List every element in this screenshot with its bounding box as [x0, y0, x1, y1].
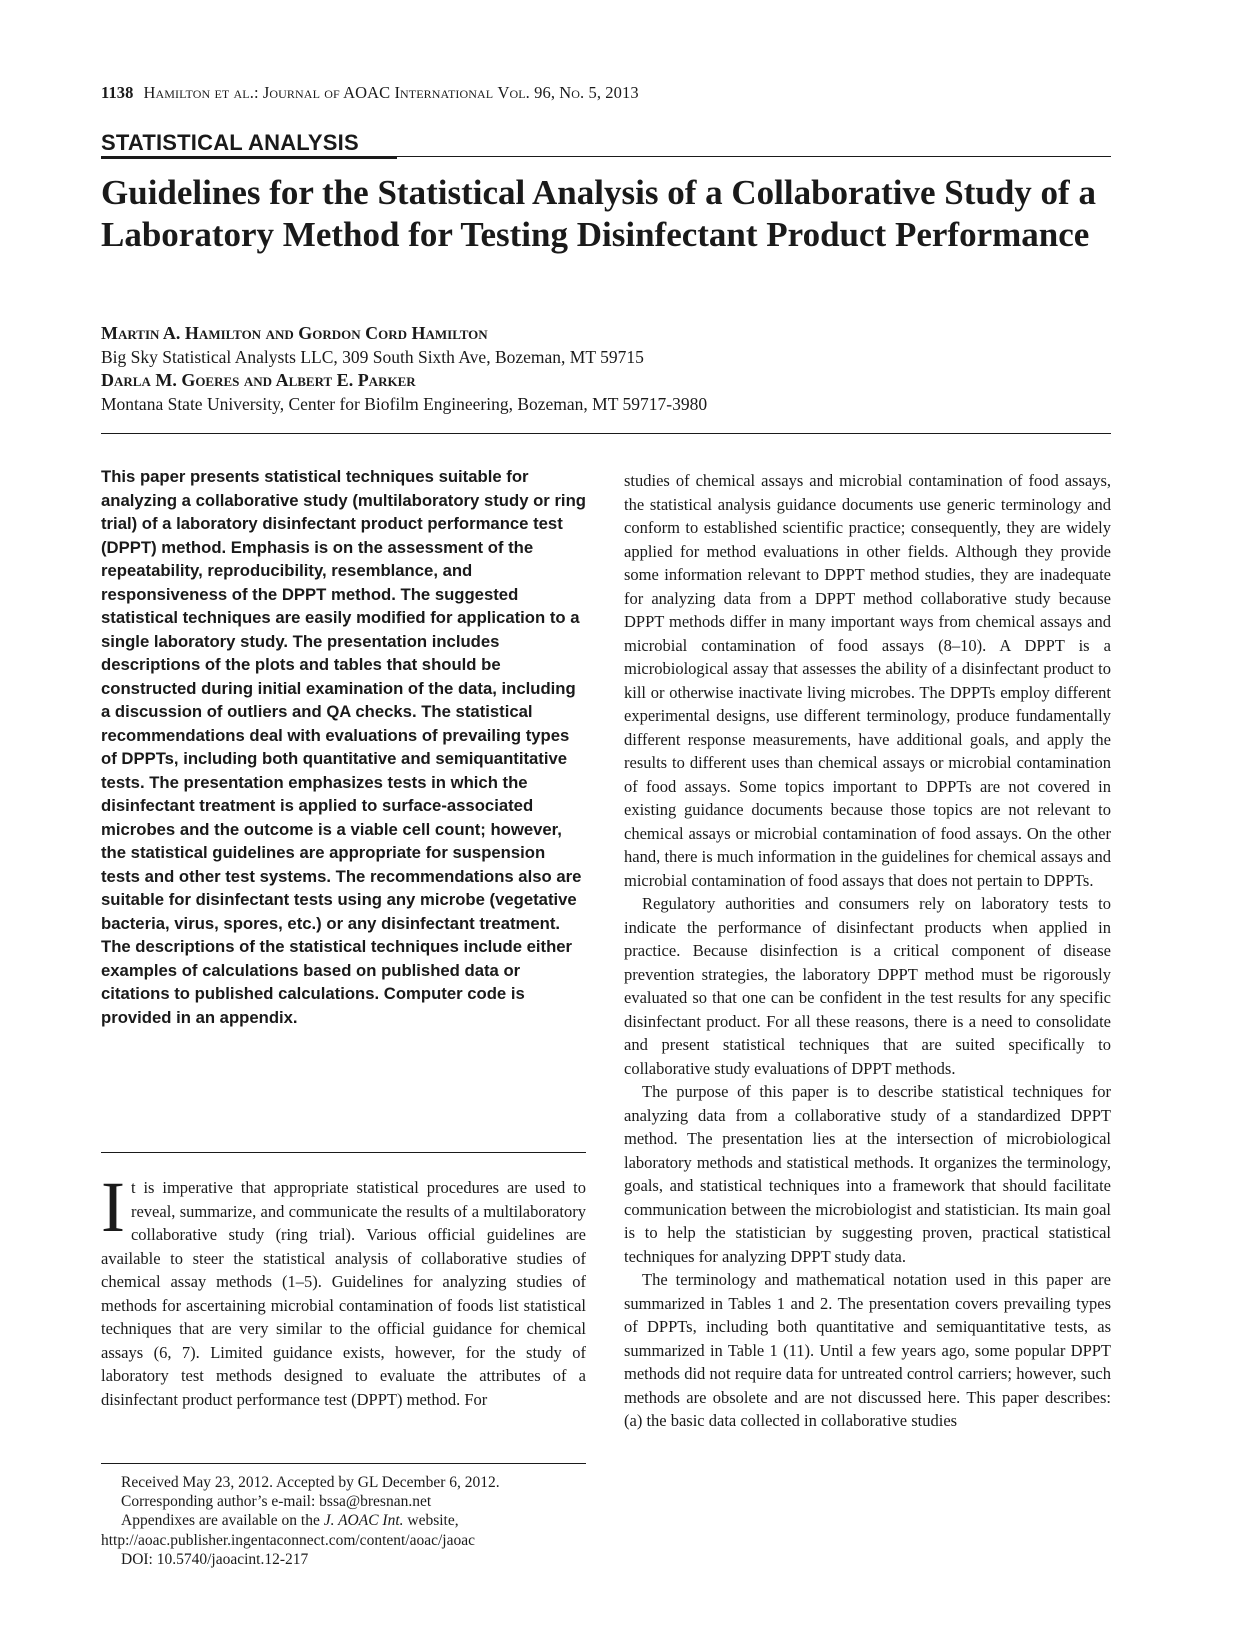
section-underline [101, 156, 397, 159]
header-divider [101, 433, 1111, 434]
section-label: STATISTICAL ANALYSIS [101, 130, 359, 155]
email-note: Corresponding author’s e-mail: bssa@bresnan.net [121, 1493, 432, 1511]
right-column [624, 469, 1111, 1433]
appendix-note [101, 1511, 586, 1549]
received-note: Received May 23, 2012. Accepted by GL December 6, 2012. [121, 1474, 500, 1491]
appendix-url: website, http://aoac.publisher.ingentaconnect.com/content/aoac/jaoac [101, 1512, 476, 1549]
body-paragraph: Regulatory authorities and consumers rely on laboratory tests to indicate the performance of disinfectant products when applied in practice. Because disinfection is a critical component of disease prevention strategies, the laboratory DPPT method must be rigorously evaluated so that one can be confident in the test results for any specific disinfectant product. For all these reasons, there is a need to consolidate and present statistical techniques that are suited specifically to collaborative study evaluations of DPPT methods. [624, 894, 1111, 1078]
footnote [101, 1473, 586, 1569]
page-number: 1138 [101, 83, 134, 102]
drop-cap: I [101, 1167, 125, 1247]
doi-note: DOI: 10.5740/jaoacint.12-217 [121, 1550, 309, 1568]
abstract-divider [101, 1152, 586, 1153]
running-header: 1138 Hamilton et al.: Journal of AOAC International Vol. 96, No. 5, 2013 [101, 83, 639, 102]
abstract: This paper presents statistical techniques suitable for analyzing a collaborative study (multilaboratory study or ring trial) of a laboratory disinfectant product performance test (DPPT) method. Emphasis is on the assessment of the repeatability, reproducibility, resemblance, and responsiveness of the DPPT method. The suggested statistical techniques are easily modified for application to a single laboratory study. The presentation includes descriptions of the plots and tables that should be constructed during initial examination of the data, including a discussion of outliers and QA checks. The statistical recommendations deal with evaluations of prevailing types of DPPTs, including both quantitative and semiquantitative tests. The presentation emphasizes tests in which the disinfectant treatment is applied to surface-associated microbes and the outcome is a viable cell count; however, the statistical guidelines are appropriate for suspension tests and other test systems. The recommendations also are suitable for disinfectant tests using any microbe (vegetative bacteria, virus, spores, etc.) or any disinfectant treatment. The descriptions of the statistical techniques include either examples of calculations based on published data or citations to published calculations. Computer code is provided in an appendix. [101, 467, 586, 1027]
header-volume: Vol. 96, No. 5, 2013 [497, 83, 639, 102]
header-authors: Hamilton et al. [143, 83, 254, 102]
appendix-prefix: Appendixes are available on the [121, 1512, 324, 1530]
author-affiliation: Montana State University, Center for Biofilm Engineering, Bozeman, MT 59717-3980 [101, 393, 708, 414]
body-paragraph: The terminology and mathematical notation used in this paper are summarized in Tables 1 and 2. The presentation covers prevailing types of DPPTs, including both quantitative and semiquantitative tests, as summarized in Table 1 (11). Until a few years ago, some popular DPPT methods did not require data for untreated control carriers; however, such methods are obsolete and are not discussed here. This paper describes: (a) the basic data collected in collaborative studies [624, 1270, 1111, 1430]
author-names: Martin A. Hamilton and Gordon Cord Hamilton [101, 323, 488, 343]
body-paragraph: studies of chemical assays and microbial contamination of food assays, the statistical analysis guidance documents use generic terminology and conform to established scientific practice; consequently, they are widely applied for method evaluations in other fields. Although they provide some information relevant to DPPT method studies, they are inadequate for analyzing data from a DPPT method collaborative study because DPPT methods differ in many important ways from chemical assays and microbial contamination of food assays (8–10). A DPPT is a microbiological assay that assesses the ability of a disinfectant product to kill or otherwise inactivate living microbes. The DPPTs employ different experimental designs, use different terminology, produce fundamentally different response measurements, have additional goals, and apply the results to different uses than chemical assays or microbial contamination of food assays. Some topics important to DPPTs are not covered in existing guidance documents because those topics are not relevant to chemical assays or microbial contamination of food assays. On the other hand, there is much information in the guidelines for chemical assays and microbial contamination of food assays that does not pertain to DPPTs. [624, 471, 1111, 890]
author-names: Darla M. Goeres and Albert E. Parker [101, 370, 416, 390]
intro-paragraph [101, 1167, 586, 1411]
footnote-divider [101, 1463, 586, 1464]
header-journal: Journal of AOAC International [262, 83, 494, 102]
paper-title: Guidelines for the Statistical Analysis of a Collaborative Study of a Laboratory Method for Testing Disinfectant Product Performance [101, 173, 1096, 254]
body-paragraph: The purpose of this paper is to describe statistical techniques for analyzing data from a collaborative study of a standardized DPPT method. The presentation lies at the intersection of microbiological laboratory methods and statistical methods. It organizes the terminology, goals, and statistical techniques into a framework that should facilitate communication between the microbiologist and statistician. Its main goal is to help the statistician by suggesting proven, practical statistical techniques for analyzing DPPT study data. [624, 1082, 1111, 1266]
author-affiliation: Big Sky Statistical Analysts LLC, 309 South Sixth Ave, Bozeman, MT 59715 [101, 346, 644, 367]
intro-text: t is imperative that appropriate statistical procedures are used to reveal, summarize, and communicate the results of a multilaboratory collaborative study (ring trial). Various official guidelines are available to steer the statistical analysis of collaborative studies of chemical assay methods (1–5). Guidelines for analyzing studies of methods for ascertaining microbial contamination of foods list statistical techniques that are very similar to the official guidance for chemical assays (6, 7). Limited guidance exists, however, for the study of laboratory test methods designed to evaluate the attributes of a disinfectant product performance test (DPPT) method. For [101, 1178, 586, 1409]
author-block [101, 322, 1111, 416]
appendix-journal: J. AOAC Int. [323, 1512, 404, 1530]
